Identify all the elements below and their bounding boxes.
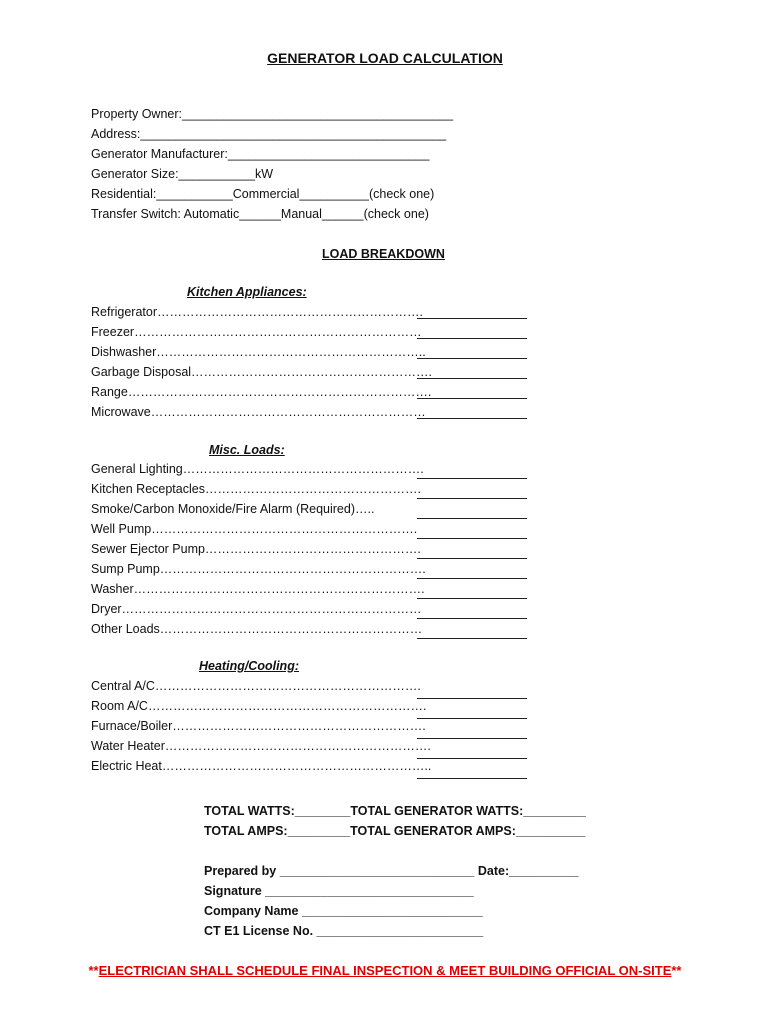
total-amps-line[interactable]: TOTAL AMPS:_________TOTAL GENERATOR AMPS:__________	[204, 824, 586, 838]
wattage-blank[interactable]	[417, 698, 527, 699]
total-watts-line[interactable]: TOTAL WATTS:________TOTAL GENERATOR WATTS:_________	[204, 804, 586, 818]
inspection-notice	[0, 963, 770, 978]
list-item: Other Loads………………………………………………………	[91, 622, 423, 636]
wattage-blank[interactable]	[417, 638, 527, 639]
wattage-blank[interactable]	[417, 358, 527, 359]
list-item: Microwave…………………………………………………………	[91, 405, 426, 419]
wattage-blank[interactable]	[417, 498, 527, 499]
wattage-blank[interactable]	[417, 718, 527, 719]
wattage-blank[interactable]	[417, 778, 527, 779]
wattage-blank[interactable]	[417, 418, 527, 419]
list-item: Garbage Disposal………………………………………………….	[91, 365, 433, 379]
list-item: Freezer……………………………………………………………	[91, 325, 422, 339]
list-item: Room A/C………………………………………………………….	[91, 699, 427, 713]
list-item: Dishwasher………………………………………………………..	[91, 345, 426, 359]
wattage-blank[interactable]	[417, 378, 527, 379]
address-line[interactable]: Address:____________________________________________	[91, 127, 447, 141]
residential-commercial-line[interactable]: Residential:___________Commercial__________(check one)	[91, 187, 435, 201]
generator-manufacturer-line[interactable]: Generator Manufacturer:_____________________________	[91, 147, 430, 161]
list-item: Well Pump……………………………………………………….	[91, 522, 418, 536]
generator-size-line[interactable]: Generator Size:___________kW	[91, 167, 274, 181]
wattage-blank[interactable]	[417, 578, 527, 579]
wattage-blank[interactable]	[417, 618, 527, 619]
list-item: Sewer Ejector Pump…………………………………………….	[91, 542, 421, 556]
wattage-blank[interactable]	[417, 398, 527, 399]
transfer-switch-line[interactable]: Transfer Switch: Automatic______Manual______(check one)	[91, 207, 429, 221]
wattage-blank[interactable]	[417, 518, 527, 519]
list-item: Water Heater……………………………………………………….	[91, 739, 431, 753]
list-item: Central A/C……………………………………………………….	[91, 679, 421, 693]
list-item: Sump Pump……………………………………………………….	[91, 562, 426, 576]
section-title-misc: Misc. Loads:	[209, 443, 285, 457]
wattage-blank[interactable]	[417, 338, 527, 339]
list-item: Furnace/Boiler…………………………………………………….	[91, 719, 426, 733]
wattage-blank[interactable]	[417, 538, 527, 539]
notice-prefix: **	[88, 963, 99, 978]
prepared-by-line[interactable]: Prepared by ____________________________ Date:__________	[204, 864, 579, 878]
load-breakdown-heading: LOAD BREAKDOWN	[322, 247, 445, 261]
list-item: Kitchen Receptacles…………………………………………….	[91, 482, 421, 496]
company-name-line[interactable]: Company Name __________________________	[204, 904, 483, 918]
list-item: Dryer………………………………………………………………	[91, 602, 422, 616]
wattage-blank[interactable]	[417, 558, 527, 559]
list-item: General Lighting………………………………………………….	[91, 462, 424, 476]
wattage-blank[interactable]	[417, 478, 527, 479]
list-item: Washer…………………………………………………………….	[91, 582, 425, 596]
list-item: Refrigerator……………………………………………………….	[91, 305, 423, 319]
notice-text: ELECTRICIAN SHALL SCHEDULE FINAL INSPECTION & MEET BUILDING OFFICIAL ON-SITE	[98, 963, 672, 978]
section-title-heating-cooling: Heating/Cooling:	[199, 659, 299, 673]
wattage-blank[interactable]	[417, 758, 527, 759]
list-item: Range……………………………………………………………….	[91, 385, 432, 399]
property-owner-line[interactable]: Property Owner:_______________________________________	[91, 107, 454, 121]
section-title-kitchen: Kitchen Appliances:	[187, 285, 307, 299]
signature-line[interactable]: Signature ______________________________	[204, 884, 474, 898]
wattage-blank[interactable]	[417, 738, 527, 739]
notice-suffix: **	[671, 963, 682, 978]
page-title: GENERATOR LOAD CALCULATION	[267, 50, 503, 66]
license-number-line[interactable]: CT E1 License No. ________________________	[204, 924, 484, 938]
list-item: Smoke/Carbon Monoxide/Fire Alarm (Required)…..	[91, 502, 375, 516]
list-item: Electric Heat………………………………………………………..	[91, 759, 432, 773]
wattage-blank[interactable]	[417, 318, 527, 319]
wattage-blank[interactable]	[417, 598, 527, 599]
